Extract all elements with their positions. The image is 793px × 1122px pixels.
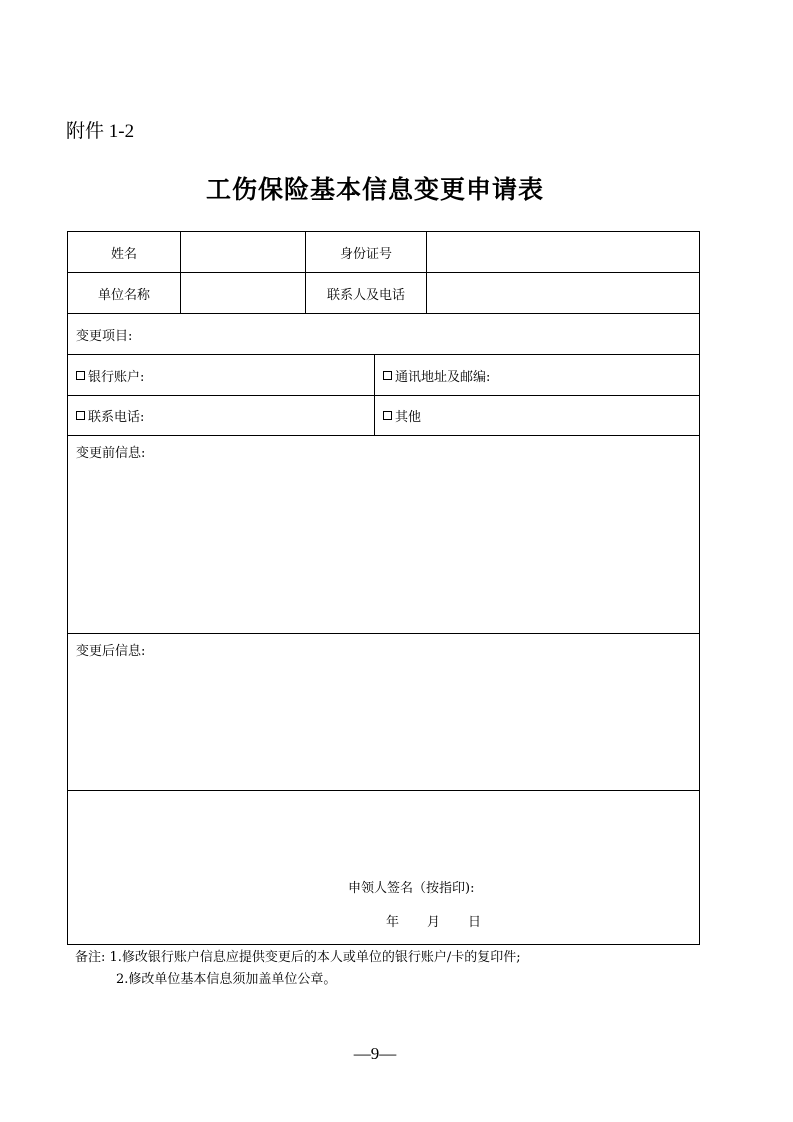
name-field[interactable] — [181, 232, 306, 272]
row-name-id — [68, 232, 699, 273]
before-info-label: 变更前信息: — [76, 446, 146, 461]
option-bank-account[interactable] — [68, 355, 375, 395]
row-unit-contact — [68, 273, 699, 314]
row-options-2 — [68, 396, 699, 436]
option-address[interactable] — [375, 355, 699, 395]
unit-name-label: 单位名称 — [68, 273, 181, 313]
unit-name-field[interactable] — [181, 273, 306, 313]
other-label: 其他 — [395, 410, 422, 425]
note-line-1: 备注: 1.修改银行账户信息应提供变更后的本人或单位的银行账户/卡的复印件; — [75, 950, 521, 965]
month-label: 月 — [427, 915, 441, 930]
row-before-info — [68, 436, 699, 634]
option-other[interactable] — [375, 396, 699, 435]
before-info-area[interactable] — [68, 436, 699, 633]
checkbox-other[interactable] — [383, 411, 392, 420]
phone-label: 联系电话: — [88, 410, 145, 425]
year-label: 年 — [386, 915, 400, 930]
row-signature — [68, 791, 699, 944]
checkbox-phone[interactable] — [76, 411, 85, 420]
name-label: 姓名 — [68, 232, 181, 272]
checkbox-address[interactable] — [383, 371, 392, 380]
bank-account-label: 银行账户: — [88, 369, 145, 385]
address-label: 通讯地址及邮编: — [395, 369, 491, 385]
application-form-table — [67, 231, 700, 945]
row-after-info — [68, 634, 699, 791]
note-line-2: 2.修改单位基本信息须加盖单位公章。 — [116, 972, 337, 987]
row-change-items — [68, 314, 699, 355]
form-title: 工伤保险基本信息变更申请表 — [205, 175, 544, 204]
id-number-field[interactable] — [427, 232, 699, 272]
checkbox-bank-account[interactable] — [76, 371, 85, 380]
id-number-label: 身份证号 — [306, 232, 427, 272]
signature-label: 申领人签名（按指印): — [348, 881, 475, 896]
after-info-label: 变更后信息: — [76, 644, 146, 659]
row-options-1 — [68, 355, 699, 396]
notes — [75, 947, 521, 991]
change-items-label: 变更项目: — [76, 328, 133, 344]
contact-field[interactable] — [427, 273, 699, 313]
signature-date — [386, 911, 509, 930]
contact-label: 联系人及电话 — [306, 273, 427, 313]
after-info-area[interactable] — [68, 634, 699, 790]
page-number: —9— — [353, 1044, 397, 1063]
option-phone[interactable] — [68, 396, 375, 435]
day-label: 日 — [468, 915, 482, 930]
attachment-label: 附件 1-2 — [66, 121, 135, 142]
